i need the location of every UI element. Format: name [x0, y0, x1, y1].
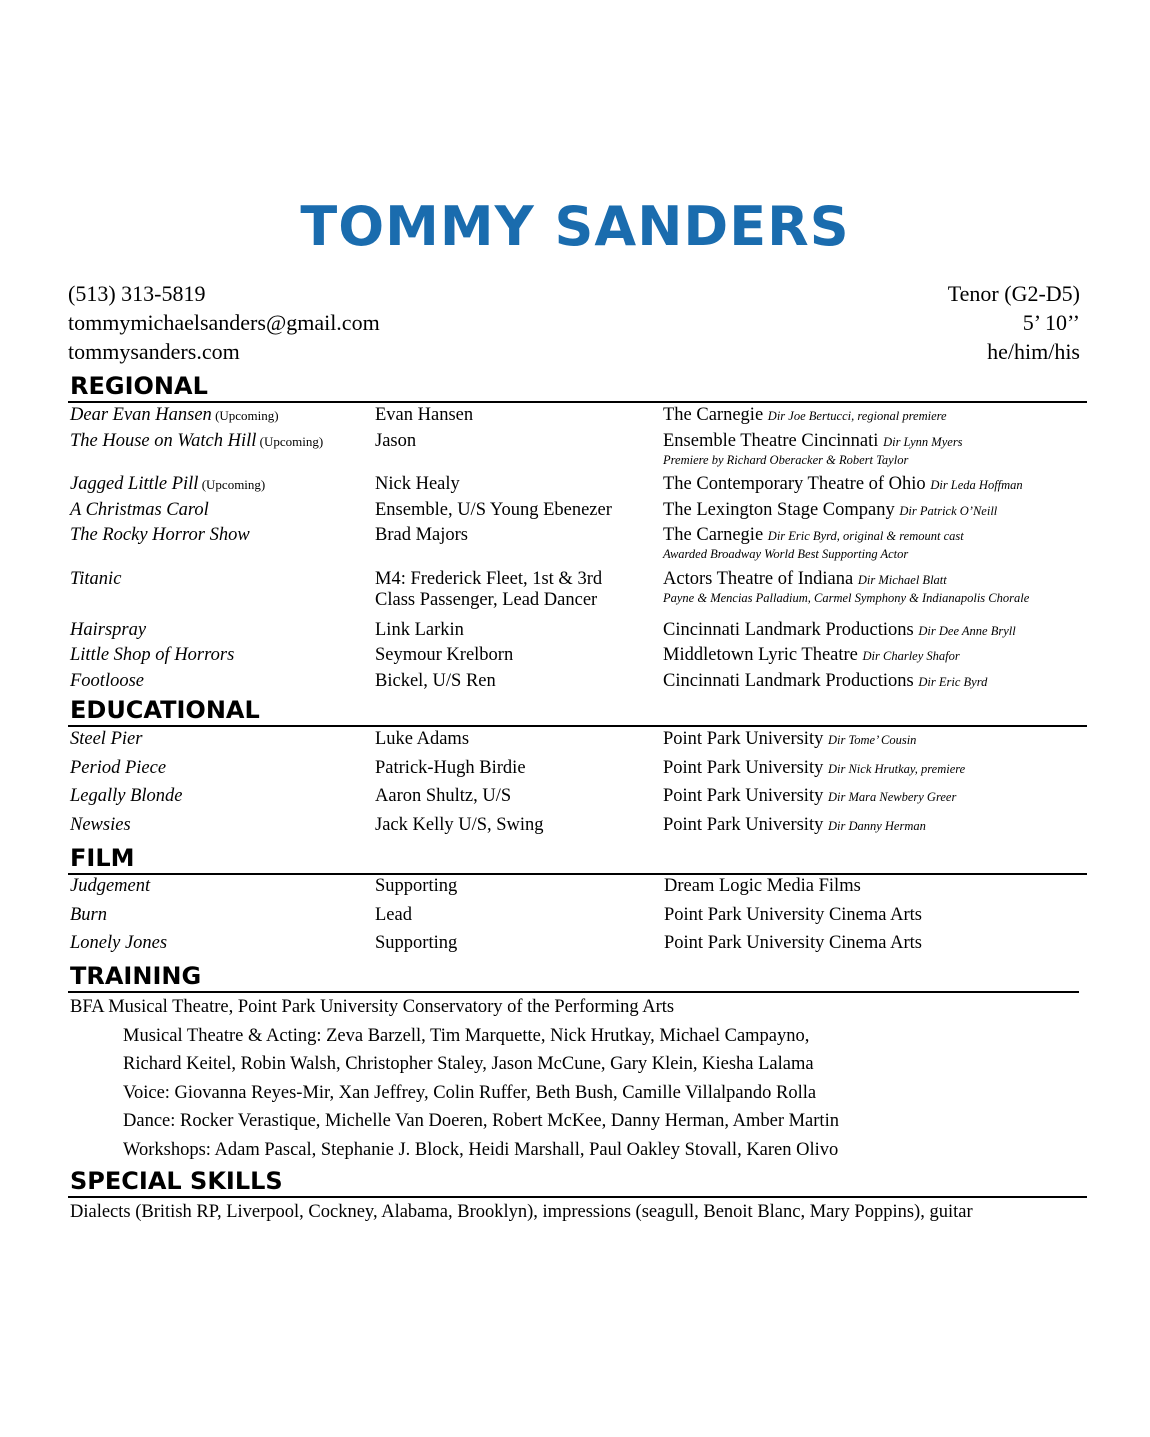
training-section [70, 993, 839, 1165]
resume-name: TOMMY SANDERS [300, 195, 850, 258]
phone: (513) 313-5819 [68, 281, 206, 306]
resume-page: TOMMY SANDERS (513) 313-5819 tommymichaelsanders@gmail.com tommysanders.com Tenor (G2-D5) 5’ 10’’ he/him/his REGIONAL Dear Evan Hansen (Upcoming) Evan Hansen The Carnegie Dir Joe Bertucci, regional premiere The House on Watch Hill (Upcoming) Jason Ensemble Theatre Cincinnati Dir Lynn Myers Premiere by Richard Oberacker & Robert Taylor Jagged Little Pill (Upcoming) Nick Healy The Contemporary Theatre of Ohio Dir Leda Hoffman A Christmas Carol Ensemble, U/S Young Ebenezer The Lexington Stage Company Dir Patrick O’Neill The Rocky Horror Show Brad Majors The Carnegie Dir Eric Byrd, original & remount cast Awarded Broadway World Best Supporting Actor Titanic M4: Frederick Fleet, 1st & 3rd Class Passenger, Lead Dancer Actors Theatre of Indiana Dir Michael Blatt Payne & Mencias Palladium, Carmel Symphony & Indianapolis Chorale Hairspray Link Larkin Cincinnati Landmark Productions Dir Dee Anne Bryll Little Shop of Horrors Seymour Krelborn Middletown Lyric Theatre Dir Charley Shafor Footloose Bickel, U/S Ren Cincinnati Landmark Productions Dir Eric Byrd EDUCATIONAL Steel Pier Luke Adams Point Park University Dir Tome’ Cousin Period Piece Patrick-Hugh Birdie Point Park University Dir Nick Hrutkay, premiere Legally Blonde Aaron Shultz, U/S Point Park University Dir Mara Newbery Greer Newsies Jack Kelly U/S, Swing Point Park University Dir Danny Herman FILM Judgement Supporting Dream Logic Media Films Burn Lead Point Park University Cinema Arts Lonely Jones Supporting Point Park University Cinema Arts TRAINING BFA Musical Theatre, Point Park University Conservatory of the Performing Arts Musical Theatre & Acting: Zeva Barzell, Tim Marquette, Nick Hrutkay, Michael Campayno, Richard Keitel, Robin Walsh, Christopher Staley, Jason McCune, Gary Klein, Kiesha Lalama Voice: Giovanna Reyes-Mir, Xan Jeffrey, Colin Ruffer, Beth Bush, Camille Villalpando Rolla Dance: Rocker Verastique, Michelle Van Doeren, Robert McKee, Danny Herman, Amber Martin Workshops: Adam Pascal, Stephanie J. Block, Heidi Marshall, Paul Oakley Stovall, Karen Olivo SPECIAL SKILLS Dialects (British RP, Liverpool, Cockney, Alabama, Brooklyn), impressions (seagull, Benoit Blanc, Mary Poppins), guitar [0, 0, 1150, 1437]
training-degree: BFA Musical Theatre, Point Park University Conservatory of the Performing Arts [70, 997, 675, 1017]
section-heading-educational: EDUCATIONAL [68, 697, 1087, 727]
section-heading-special-skills: SPECIAL SKILLS [68, 1168, 1087, 1198]
training-line: Workshops: Adam Pascal, Stephanie J. Block, Heidi Marshall, Paul Oakley Stovall, Karen Olivo [123, 1139, 839, 1160]
voice-type: Tenor (G2-D5) [947, 281, 1080, 306]
training-line: Richard Keitel, Robin Walsh, Christopher Staley, Jason McCune, Gary Klein, Kiesha Lalama [123, 1054, 814, 1075]
contact-left [68, 279, 380, 366]
website: tommysanders.com [68, 339, 240, 364]
training-line: Dance: Rocker Verastique, Michelle Van Doeren, Robert McKee, Danny Herman, Amber Martin [123, 1111, 839, 1132]
pronouns: he/him/his [987, 339, 1080, 364]
training-line: Voice: Giovanna Reyes-Mir, Xan Jeffrey, Colin Ruffer, Beth Bush, Camille Villalpando Rolla [123, 1082, 817, 1103]
section-heading-film: FILM [68, 845, 1087, 875]
height: 5’ 10’’ [1022, 310, 1080, 335]
section-heading-regional: REGIONAL [68, 373, 1087, 403]
special-skills-text: Dialects (British RP, Liverpool, Cockney, Alabama, Brooklyn), impressions (seagull, Benoit Blanc, Mary Poppins), guitar [70, 1202, 973, 1222]
section-heading-training: TRAINING [68, 963, 1079, 993]
email: tommymichaelsanders@gmail.com [68, 310, 380, 335]
contact-right [948, 279, 1080, 366]
training-line: Musical Theatre & Acting: Zeva Barzell, Tim Marquette, Nick Hrutkay, Michael Campayno, [123, 1025, 810, 1046]
